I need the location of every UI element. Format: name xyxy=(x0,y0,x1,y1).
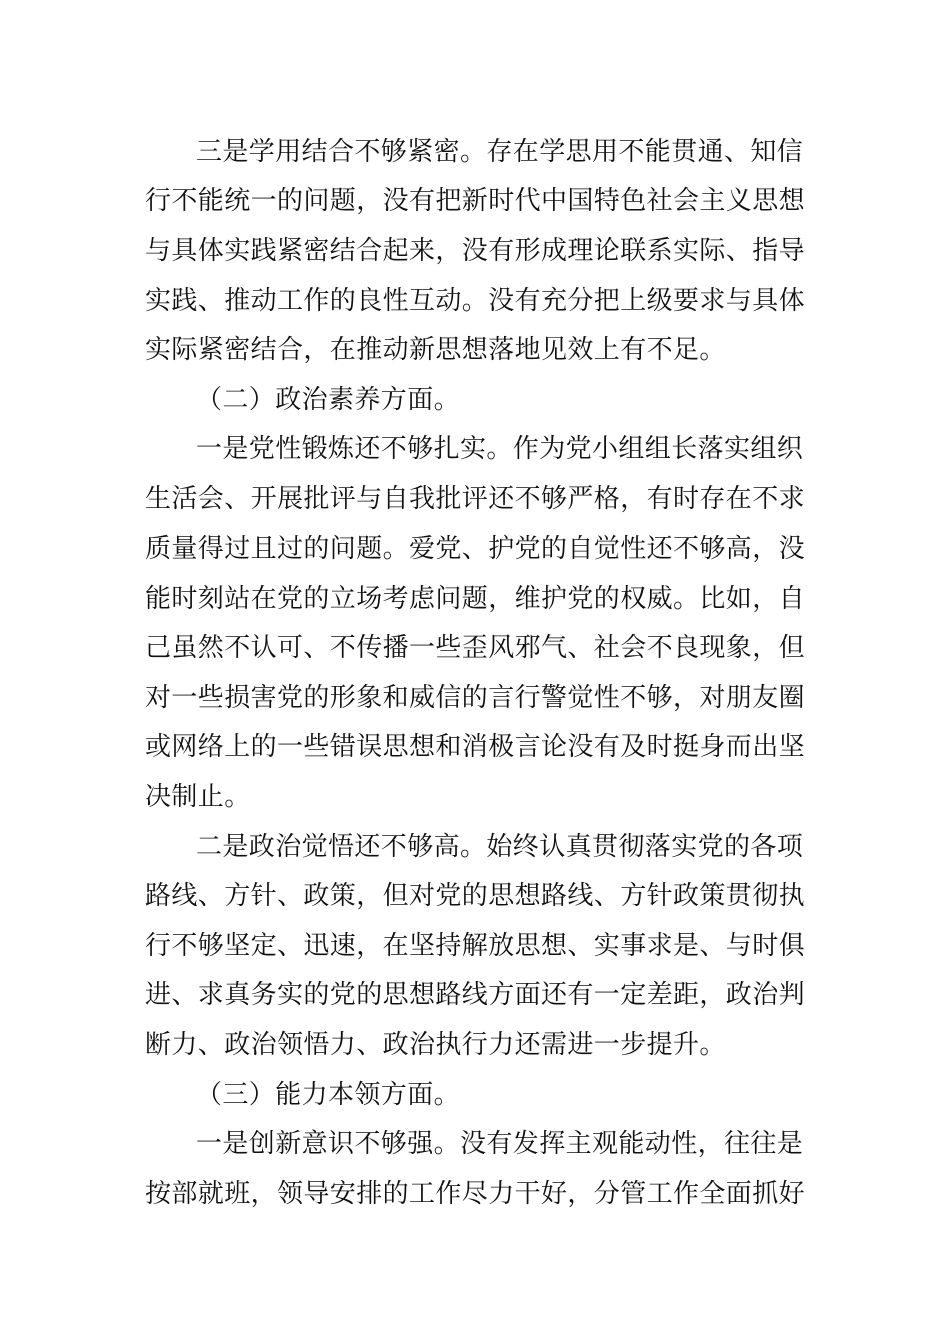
paragraph-line: 路线、方针、政策，但对党的思想路线、方针政策贯彻执 xyxy=(145,881,806,911)
paragraph-line: 能时刻站在党的立场考虑问题，维护党的权威。比如，自 xyxy=(145,584,806,614)
paragraph-line: 进、求真务实的党的思想路线方面还有一定差距，政治判 xyxy=(145,980,806,1010)
paragraph-line: 与具体实践紧密结合起来，没有形成理论联系实际、指导 xyxy=(145,236,806,266)
paragraph-line: 己虽然不认可、不传播一些歪风邪气、社会不良现象，但 xyxy=(145,633,806,663)
section-heading: （三）能力本领方面。 xyxy=(196,1080,461,1110)
paragraph-line: 实践、推动工作的良性互动。没有充分把上级要求与具体 xyxy=(145,286,806,316)
paragraph-line: 行不够坚定、迅速，在坚持解放思想、实事求是、与时俱 xyxy=(145,931,806,961)
paragraph-line: 三是学用结合不够紧密。存在学思用不能贯通、知信 xyxy=(196,137,804,167)
paragraph-line: 实际紧密结合，在推动新思想落地见效上有不足。 xyxy=(145,335,726,365)
paragraph-line: 对一些损害党的形象和威信的言行警觉性不够，对朋友圈 xyxy=(145,683,806,713)
paragraph-line: 一是党性锻炼还不够扎实。作为党小组组长落实组织 xyxy=(196,434,804,464)
section-heading: （二）政治素养方面。 xyxy=(196,385,461,415)
paragraph-line: 行不能统一的问题，没有把新时代中国特色社会主义思想 xyxy=(145,186,806,216)
paragraph-line: 或网络上的一些错误思想和消极言论没有及时挺身而出坚 xyxy=(145,732,806,762)
paragraph-line: 断力、政治领悟力、政治执行力还需进一步提升。 xyxy=(145,1030,726,1060)
paragraph-line: 按部就班，领导安排的工作尽力干好，分管工作全面抓好 xyxy=(145,1179,806,1209)
paragraph-line: 生活会、开展批评与自我批评还不够严格，有时存在不求 xyxy=(145,484,806,514)
paragraph-line: 决制止。 xyxy=(145,782,251,812)
paragraph-line: 二是政治觉悟还不够高。始终认真贯彻落实党的各项 xyxy=(196,832,804,862)
paragraph-line: 一是创新意识不够强。没有发挥主观能动性，往往是 xyxy=(196,1129,804,1159)
paragraph-line: 质量得过且过的问题。爱党、护党的自觉性还不够高，没 xyxy=(145,534,806,564)
